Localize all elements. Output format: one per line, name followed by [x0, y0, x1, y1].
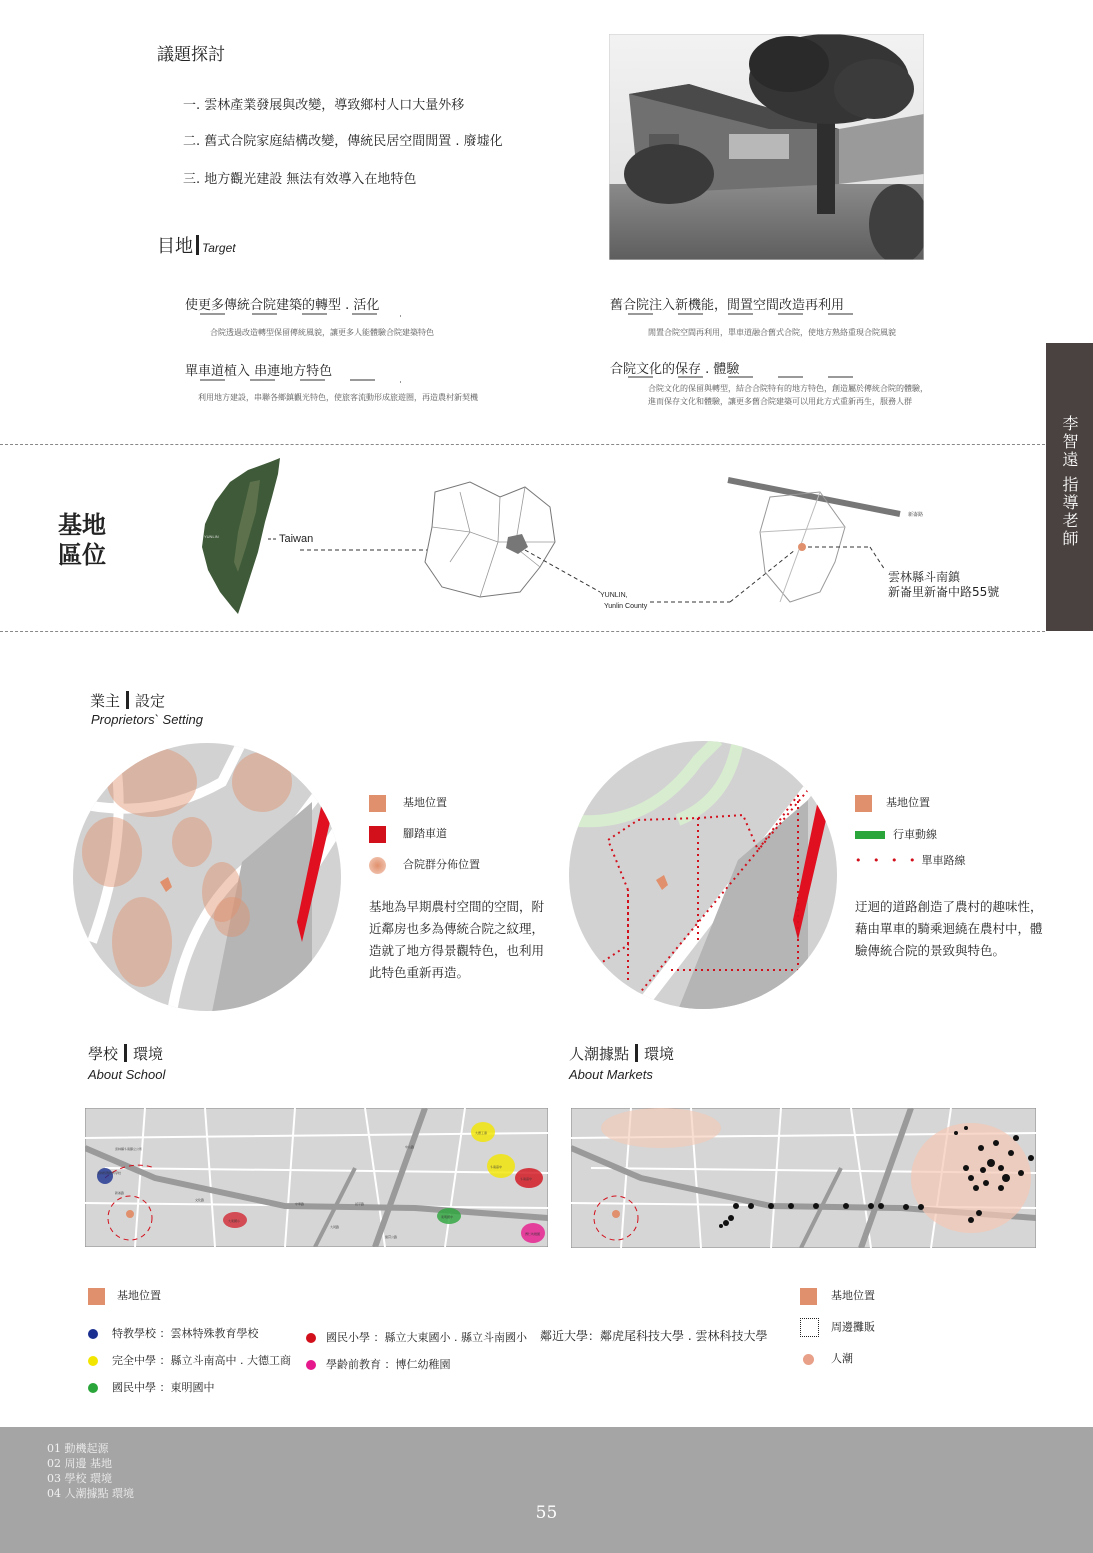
- map-label: 大德工商: [475, 1131, 488, 1135]
- dot-line-icon: • • • •: [855, 854, 920, 867]
- text-line: 造就了地方得景觀特色，也利用: [369, 943, 545, 958]
- text-line: 近鄰房也多為傳統合院之紋理，: [369, 921, 545, 936]
- legend-item: [855, 852, 965, 868]
- divider-bar: [126, 691, 129, 709]
- stall-icon: [800, 1318, 819, 1337]
- goal-desc: 閒置合院空間再利用，單車道融合舊式合院，使地方熟絡重現合院風貌: [648, 328, 896, 337]
- school-heading: [88, 1043, 163, 1064]
- yunlin-label: YUNLIN,: [600, 592, 628, 599]
- map-label: 大東國小: [228, 1219, 241, 1223]
- divider-bar: [124, 1044, 127, 1062]
- target-heading: [157, 232, 236, 258]
- legend-swatch: [855, 831, 885, 839]
- legend-label: 完全中學 ：縣立斗南高中 . 大德工商: [112, 1354, 291, 1367]
- map-label: 雲林縣斗南鎮立公所: [115, 1147, 143, 1151]
- legend-item: [369, 794, 447, 812]
- legend-swatch: [306, 1360, 316, 1370]
- proprietors-en: Proprietors` Setting: [91, 712, 203, 727]
- proprietors-title2: 設定: [135, 692, 166, 710]
- footer-nav-item[interactable]: 03 學校 環境: [47, 1472, 112, 1485]
- divider-bar: [196, 235, 199, 255]
- school-en: About School: [88, 1067, 166, 1082]
- legend-item: [800, 1350, 853, 1366]
- university-text: 鄰近大學：鄰虎尾科技大學 . 雲林科技大學: [540, 1329, 768, 1343]
- issues-title: 議題探討: [157, 45, 225, 65]
- legend-label: 國民小學 ：縣立大東國小 . 縣立斗南國小: [326, 1331, 527, 1344]
- legend-item: [800, 1318, 875, 1337]
- advisor-text: 李智遠 指導老師: [1060, 415, 1079, 549]
- legend-swatch: [88, 1288, 105, 1305]
- legend-label: 腳踏車道: [403, 827, 447, 840]
- taiwan-label: Taiwan: [279, 533, 314, 545]
- legend-swatch: [88, 1329, 98, 1339]
- footer-nav-item[interactable]: 01 動機起源: [47, 1442, 109, 1455]
- legend-label: 學齡前教育 ：博仁幼稚園: [326, 1358, 451, 1371]
- goal-underline: [200, 312, 410, 318]
- map-label: 文化路: [195, 1198, 205, 1202]
- legend-item: [369, 825, 447, 843]
- site-title-line: 區位: [58, 540, 106, 569]
- proprietors-text: [369, 896, 544, 984]
- legend-swatch: [800, 1288, 817, 1305]
- map-label: 斗南高中: [520, 1177, 533, 1181]
- map-label: 中山路: [405, 1145, 415, 1149]
- goal-title: 單車道植入 串連地方特色: [185, 364, 333, 379]
- road-label: 新崙路: [908, 512, 924, 518]
- legend-swatch: [88, 1383, 98, 1393]
- legend-swatch: [369, 826, 386, 843]
- markets-en: About Markets: [569, 1067, 653, 1082]
- legend-label: 基地位置: [117, 1289, 161, 1302]
- legend-item: [306, 1329, 527, 1345]
- bike-route-map: [568, 740, 838, 1010]
- legend-label: 周邊攤販: [831, 1320, 875, 1334]
- text-line: 基地為早期農村空間的空間，附: [369, 899, 545, 914]
- taiwan-small-label: YUNLIN: [204, 534, 219, 539]
- goal-title: 合院文化的保存 . 體驗: [610, 362, 740, 377]
- map-label: 大同路: [330, 1225, 340, 1229]
- legend-label: 合院群分佈位置: [403, 858, 480, 871]
- legend-item: [800, 1287, 875, 1305]
- legend-item: [88, 1379, 215, 1395]
- legend-swatch: [306, 1333, 316, 1343]
- section-divider: [0, 444, 1045, 445]
- address-line: 新崙里新崙中路55號: [888, 585, 1000, 599]
- proprietors-title: 業主: [90, 692, 121, 710]
- legend-item: [855, 826, 937, 842]
- proprietors-map: [72, 742, 342, 1012]
- map-label: 新崙路: [115, 1191, 125, 1195]
- legend-label: 行車動線: [893, 828, 937, 841]
- legend-swatch: [369, 857, 386, 874]
- site-title-line: 基地: [58, 510, 106, 539]
- site-location-title: [58, 510, 106, 570]
- legend-swatch: [855, 795, 872, 812]
- school-title2: 環境: [133, 1045, 164, 1063]
- map-label: 雲林特殊教育學校: [97, 1171, 122, 1175]
- goal-underline: [628, 312, 858, 318]
- school-title: 學校: [88, 1045, 119, 1063]
- footer: [0, 1427, 1093, 1553]
- legend-item: [88, 1352, 291, 1368]
- legend-item: [88, 1325, 259, 1341]
- legend-label: 特教學校 ：雲林特殊教育學校: [112, 1327, 259, 1340]
- text-line: 此特色重新再造。: [369, 965, 470, 980]
- map-label: 中華路: [295, 1202, 305, 1206]
- target-en: Target: [202, 241, 236, 255]
- goal-title: 使更多傳統合院建築的轉型 . 活化: [185, 298, 380, 313]
- crowd-icon: [803, 1354, 814, 1365]
- footer-nav-item[interactable]: 04 人潮據點 環境: [47, 1487, 134, 1500]
- map-label: 延平路: [355, 1202, 365, 1206]
- legend-label: 國民中學 ：東明國中: [112, 1381, 215, 1394]
- markets-heading: [569, 1043, 674, 1064]
- markets-title2: 環境: [644, 1045, 675, 1063]
- legend-label: 基地位置: [831, 1289, 875, 1302]
- markets-map: [571, 1108, 1036, 1248]
- footer-nav-item[interactable]: 02 周邊 基地: [47, 1457, 112, 1470]
- markets-title: 人潮據點: [569, 1045, 630, 1063]
- legend-label: 單車路線: [921, 854, 966, 867]
- goal-underline: [628, 375, 858, 381]
- legend-swatch: [88, 1356, 98, 1366]
- legend-label: 基地位置: [886, 796, 930, 809]
- goal-title: 舊合院注入新機能，閒置空間改造再利用: [610, 298, 845, 313]
- legend-item: [88, 1287, 161, 1305]
- issue-item: 二. 舊式合院家庭結構改變，傳統民居空間閒置 . 廢墟化: [183, 134, 503, 149]
- text-line: 驗傳統合院的景致與特色。: [855, 943, 1006, 958]
- map-label: 博仁幼稚園: [525, 1232, 541, 1236]
- goal-desc: 利用地方建設，串聯各鄉鎮觀光特色，使旅客流動形成旅遊圈，再造農村新契機: [198, 393, 478, 402]
- site-address: [888, 570, 999, 600]
- legend-item: [369, 856, 480, 874]
- proprietors-heading: [90, 690, 165, 711]
- issue-item: 一. 雲林產業發展與改變，導致鄉村人口大量外移: [183, 98, 465, 113]
- text-line: 迂迴的道路創造了農村的趣味性，: [855, 899, 1043, 914]
- legend-label: 人潮: [831, 1352, 853, 1365]
- legend-item: [855, 794, 930, 812]
- map-label: 縱貫公路: [385, 1235, 398, 1239]
- page-number: 55: [535, 1503, 558, 1523]
- yunlin-county-label: Yunlin County: [604, 603, 648, 610]
- divider-bar: [635, 1044, 638, 1062]
- goal-desc: 合院文化的保留與轉型，結合合院特有的地方特色，創造屬於傳統合院的體驗，: [648, 384, 928, 393]
- courtyard-photo: [609, 34, 924, 260]
- footer-nav: [47, 1441, 134, 1501]
- bike-text: [855, 896, 1043, 962]
- goal-desc: 合院透過改造轉型保留傳統風貌，讓更多人能體驗合院建築特色: [210, 328, 434, 337]
- goal-underline: [200, 378, 410, 384]
- section-divider: [0, 631, 1045, 632]
- advisor-tab: [1046, 343, 1093, 631]
- legend-item: [306, 1356, 451, 1372]
- target-title: 目地: [157, 236, 193, 257]
- school-map: [85, 1108, 548, 1247]
- address-line: 雲林縣斗南鎮: [888, 570, 961, 584]
- legend-swatch: [369, 795, 386, 812]
- legend-label: 基地位置: [403, 796, 447, 809]
- site-marker: [798, 543, 806, 551]
- goal-desc: 進而保存文化和體驗，讓更多舊合院建築可以用此方式重新再生，服務人群: [648, 397, 912, 406]
- text-line: 藉由單車的騎乘迴繞在農村中，體: [855, 921, 1043, 936]
- map-label: 斗南高中: [490, 1165, 503, 1169]
- issue-item: 三. 地方觀光建設 無法有效導入在地特色: [183, 172, 417, 187]
- map-label: 東明國中: [441, 1215, 454, 1219]
